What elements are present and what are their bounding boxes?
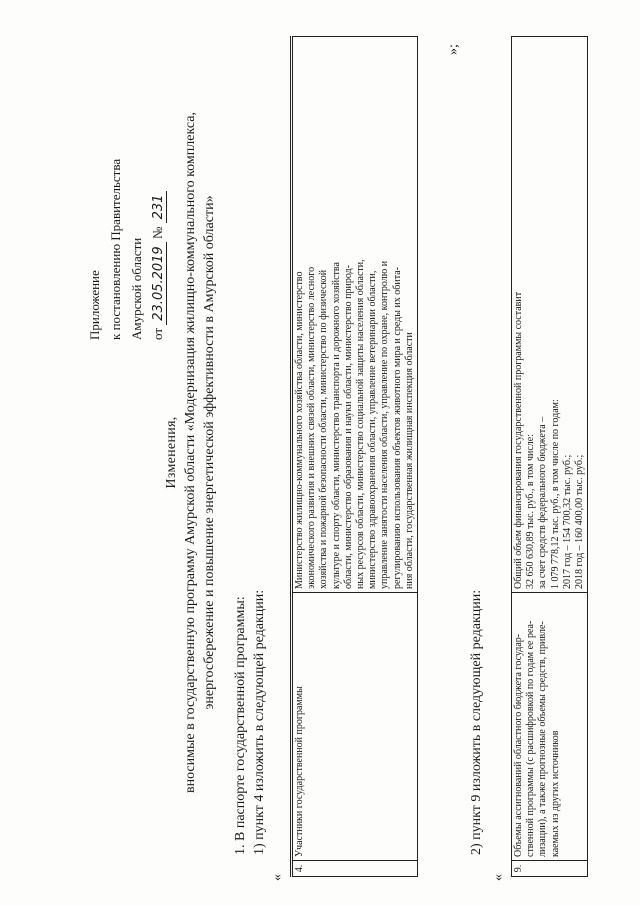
content-line: экономического развития и внешних связей области, министерство лесного [306, 266, 318, 589]
content-line: Общий объем финансирования государственной программы составит [513, 291, 524, 589]
content-line: Министерство жилищно-коммунального хозяйства области, министерство [294, 271, 305, 589]
table-row [512, 37, 588, 877]
approval-number: 231 [151, 191, 167, 224]
title-heading: Изменения, [164, 416, 179, 489]
content-line: ния области, государственная жилищная инспекция области [403, 332, 415, 589]
number-prefix: № [150, 226, 165, 240]
quote-open-2: « [491, 874, 506, 881]
row-content [292, 37, 418, 593]
subitem-2-heading: 2) пункт 9 изложить в следующей редакции: [469, 589, 484, 855]
content-line: 2018 год – 160 400,00 тыс. руб.; [574, 454, 586, 589]
label-line: каемых из других источников [549, 730, 561, 857]
quote-open-1: « [270, 874, 285, 881]
label-line: ственной программы (с расшифровкой по годам ее реа- [525, 620, 537, 857]
document-title [162, 40, 219, 865]
section-1-heading: 1. В паспорте государственной программы: [233, 596, 248, 855]
label-line: Объемы ассигнований областного бюджета государ- [513, 633, 524, 857]
content-line: управление занятости населения области, управление по охране, контролю и [379, 260, 391, 589]
row-number: 9. [512, 861, 588, 877]
content-line: 2017 год – 154 700,32 тыс. руб.; [561, 454, 573, 589]
content-line: министерство здравоохранения области, управление ветеринарии области, [367, 270, 379, 589]
quote-close-1: »; [446, 44, 461, 55]
approval-line-3: Амурской области [129, 237, 144, 340]
row-label: Участники государственной программы [292, 593, 418, 861]
subitem-1-heading: 1) пункт 4 изложить в следующей редакции: [252, 589, 267, 855]
approval-line-2: к постановлению Правительства [108, 158, 123, 340]
content-line: хозяйства и пожарной безопасности области, министерство по физической [318, 269, 330, 589]
table-row [292, 37, 418, 877]
approval-stamp [84, 40, 169, 340]
title-line-1: вносимые в государственную программу Амурской области «Модернизация жилищно-коммунального комплекса, [183, 111, 198, 794]
date-prefix: от [150, 327, 165, 340]
title-line-2: энергосбережение и повышение энергетической эффективности в Амурской области» [202, 195, 217, 710]
content-line: 32 650 630,89 тыс. руб., в том числе: [525, 434, 537, 589]
content-line: ных ресурсов области, министерство социальной защиты населения области, [355, 259, 367, 589]
approval-line-1: Приложение [87, 270, 102, 340]
content-line: культуре и спорту области, министерство транспорта и дорожного хозяйства [330, 262, 342, 589]
content-line: области, министерство образования и науки области, министерство природ- [342, 265, 354, 589]
content-line: 1 079 778,12 тыс. руб., в том числе по годам: [549, 399, 561, 589]
content-line: за счет средств федерального бюджета – [537, 416, 549, 589]
row-content [512, 37, 588, 593]
row-number: 4. [292, 861, 418, 877]
content-line: регулированию использования объектов животного мира и среды их обита- [391, 267, 403, 589]
label-line: лизации), а также прогнозные объемы средств, привле- [537, 621, 549, 857]
passport-table-item-9 [511, 36, 588, 877]
row-label [512, 593, 588, 861]
passport-table-item-4 [290, 36, 418, 877]
approval-date: 23.05.2019 [151, 242, 167, 324]
